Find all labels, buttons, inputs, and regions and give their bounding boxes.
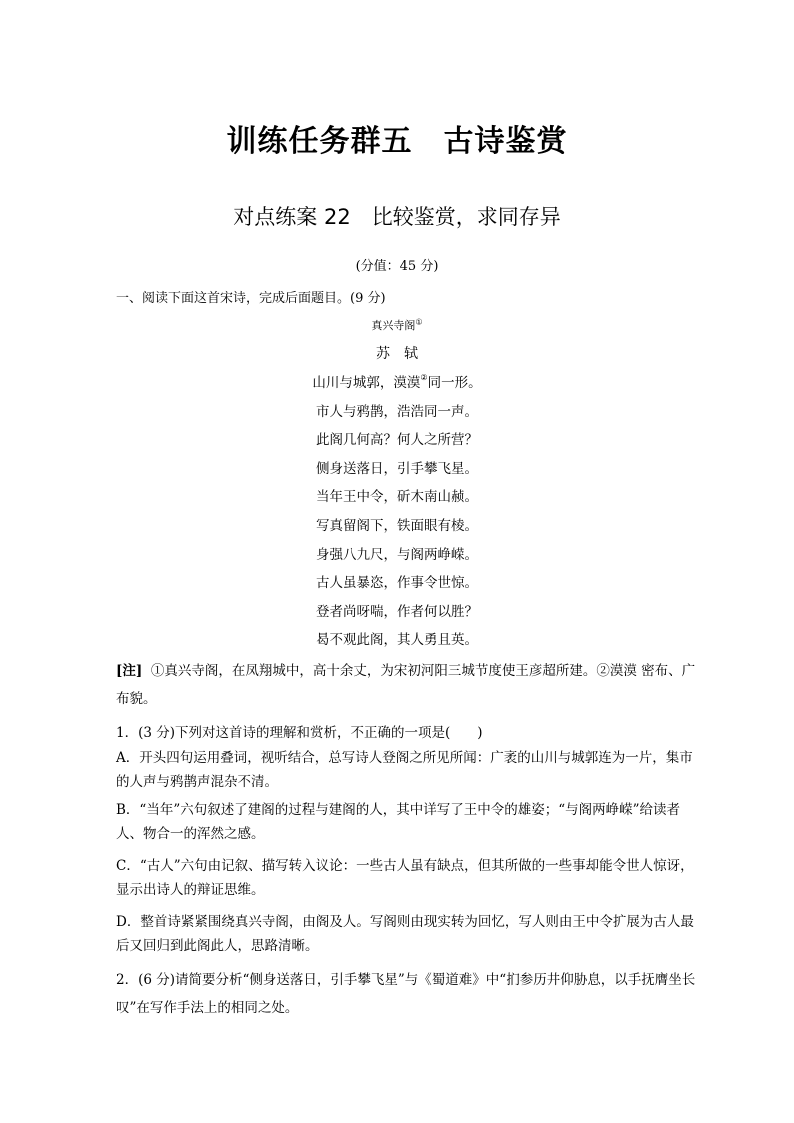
poem-line-note-mark: ② (420, 373, 428, 382)
poem-line: 写真留阁下，铁面眼有棱。 (316, 517, 478, 534)
poem-line: 市人与鸦鹊，浩浩同一声。 (316, 403, 478, 420)
footnote-text: ①真兴寺阁，在凤翔城中，高十余丈，为宋初河阳三城节度使王彦超所建。②漠漠 密布、广布貌。 (116, 663, 696, 707)
poem-footnote (116, 657, 696, 713)
poem-title-note-mark: ① (415, 317, 423, 327)
poem-line: 此阁几何高？何人之所营？ (316, 432, 478, 449)
poem-line: 当年王中令，斫木南山赪。 (316, 489, 478, 506)
poem-body (0, 369, 794, 655)
question-1-option-c: C．“古人”六句由记叙、描写转入议论：一些古人虽有缺点，但其所做的一些事却能令世人惊讶，显示出诗人的辩证思维。 (116, 858, 694, 898)
poem-line (0, 369, 794, 398)
poem-line-text: 同一形。 (427, 375, 482, 391)
page-subtitle: 对点练案 22 比较鉴赏，求同存异 (233, 205, 561, 229)
poem-line-text: 山川与城郭，漠漠 (312, 375, 421, 391)
question-1-option-b: B．“当年”六句叙述了建阁的过程与建阁的人，其中详写了王中令的雄姿；“与阁两峥嵘”给读者人、物合一的浑然之感。 (116, 802, 681, 842)
score-label: (分值：45 分) (355, 259, 439, 274)
poem-title-text: 真兴寺阁 (371, 319, 416, 332)
poem-line: 身强八九尺，与阁两峥嵘。 (316, 546, 478, 563)
section-heading: 一、阅读下面这首宋诗，完成后面题目。(9 分) (116, 291, 386, 306)
page-title: 训练任务群五 古诗鉴赏 (226, 124, 568, 159)
poem-title (0, 317, 794, 333)
poem-author: 苏 轼 (376, 346, 418, 362)
poem-line: 登者尚呀喘，作者何以胜？ (316, 603, 478, 620)
poem-line: 曷不观此阁，其人勇且英。 (316, 632, 478, 649)
question-1-option-a: A．开头四句运用叠词，视听结合，总写诗人登阁之所见所闻：广袤的山川与城郭连为一片，集市的人声与鸦鹊声混杂不清。 (116, 750, 693, 790)
question-1-option-d: D．整首诗紧紧围绕真兴寺阁，由阁及人。写阁则由现实转为回忆，写人则由王中令扩展为古人最后又回归到此阁此人，思路清晰。 (116, 914, 694, 954)
question-1-stem: 1．(3 分)下列对这首诗的理解和赏析，不正确的一项是( ) (116, 725, 483, 741)
footnote-label: [注] (116, 663, 143, 679)
poem-line: 侧身送落日，引手攀飞星。 (316, 460, 478, 477)
poem-line: 古人虽暴恣，作事令世惊。 (316, 575, 478, 592)
question-2-stem: 2．(6 分)请简要分析“侧身送落日，引手攀飞星”与《蜀道难》中“扪参历井仰胁息，以手抚膺坐长叹”在写作手法上的相同之处。 (116, 972, 696, 1016)
